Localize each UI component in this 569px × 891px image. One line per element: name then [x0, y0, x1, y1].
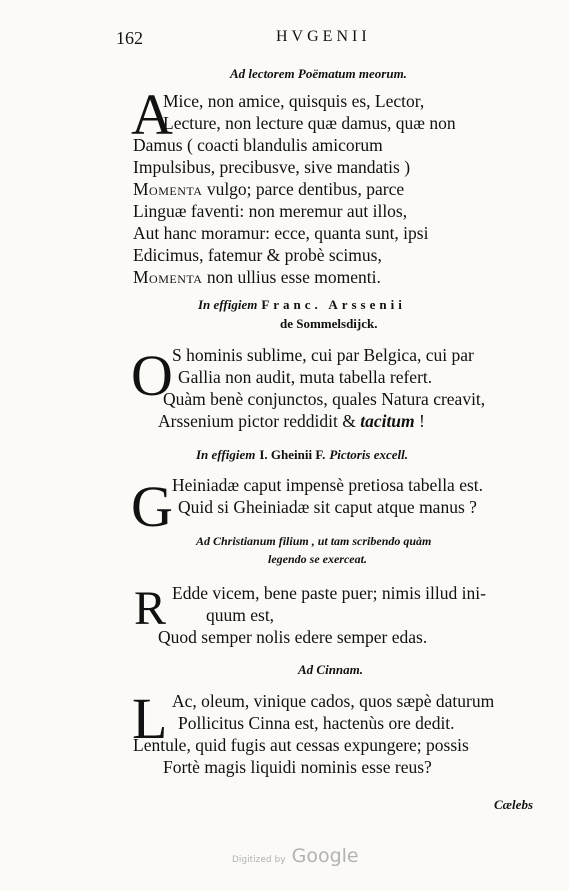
- smallcaps-word: Momenta: [133, 179, 203, 199]
- verse-line: Mice, non amice, quisquis es, Lector,: [163, 91, 425, 111]
- poem-title: In effigiem Franc. Arssenii: [198, 297, 406, 312]
- verse-line: Impulsibus, precibusve, sive mandatis ): [133, 157, 411, 177]
- verse-line: Edicimus, fatemur & probè scimus,: [133, 245, 382, 265]
- drop-cap: A: [131, 82, 173, 147]
- verse-line: Fortè magis liquidi nominis esse reus?: [163, 757, 432, 777]
- verse-line: Quod semper nolis edere semper edas.: [158, 627, 428, 647]
- verse-line: S hominis sublime, cui par Belgica, cui par: [172, 345, 474, 365]
- drop-cap: L: [132, 686, 168, 751]
- verse-line: Gallia non audit, muta tabella refert.: [178, 367, 433, 387]
- poem-title: In effigiem I. Gheinii F. Pictoris excell.: [196, 447, 409, 462]
- smallcaps-word: Momenta: [133, 267, 203, 287]
- running-head: HVGENII: [276, 28, 371, 45]
- verse-line: Damus ( coacti blandulis amicorum: [133, 135, 383, 155]
- verse-line: Quàm benè conjunctos, quales Natura creavit,: [163, 389, 486, 409]
- drop-cap: R: [134, 582, 167, 635]
- google-logo: Google: [291, 845, 359, 867]
- verse-line: Momenta non ullius esse momenti.: [133, 267, 381, 287]
- page-number: 162: [116, 28, 143, 48]
- verse-line: Quid si Gheiniadæ sit caput atque manus ?: [178, 497, 477, 517]
- verse-line: Momenta vulgo; parce dentibus, parce: [133, 179, 405, 199]
- poem-subtitle: de Sommelsdijck.: [280, 316, 378, 331]
- catchword: Cælebs: [494, 797, 533, 812]
- poem-title: Ad lectorem Poëmatum meorum.: [230, 66, 407, 81]
- poem-title-line2: legendo se exerceat.: [268, 552, 367, 566]
- verse-line: Pollicitus Cinna est, hactenùs ore dedit.: [178, 713, 455, 733]
- poem-title: Ad Christianum filium , ut tam scribendo quàm: [196, 534, 432, 548]
- verse-line: Lentule, quid fugis aut cessas expungere; possis: [133, 735, 469, 755]
- verse-line: Edde vicem, bene paste puer; nimis illud ini-: [172, 583, 486, 603]
- verse-line: Aut hanc moramur: ecce, quanta sunt, ipsi: [133, 223, 429, 243]
- drop-cap: G: [131, 474, 173, 539]
- verse-line: Ac, oleum, vinique cados, quos sæpè daturum: [172, 691, 495, 711]
- digitized-watermark: Digitized by Google: [232, 845, 359, 867]
- drop-cap: O: [131, 343, 173, 408]
- verse-line: Heiniadæ caput impensè pretiosa tabella est.: [172, 475, 484, 495]
- verse-line: Arssenium pictor reddidit & tacitum !: [158, 411, 425, 431]
- poem-title: Ad Cinnam.: [298, 662, 364, 677]
- verse-line: Lecture, non lecture quæ damus, quæ non: [163, 113, 456, 133]
- verse-line: Linguæ faventi: non meremur aut illos,: [133, 201, 408, 221]
- emphasis-word: tacitum: [360, 411, 415, 431]
- verse-line: quum est,: [206, 605, 275, 625]
